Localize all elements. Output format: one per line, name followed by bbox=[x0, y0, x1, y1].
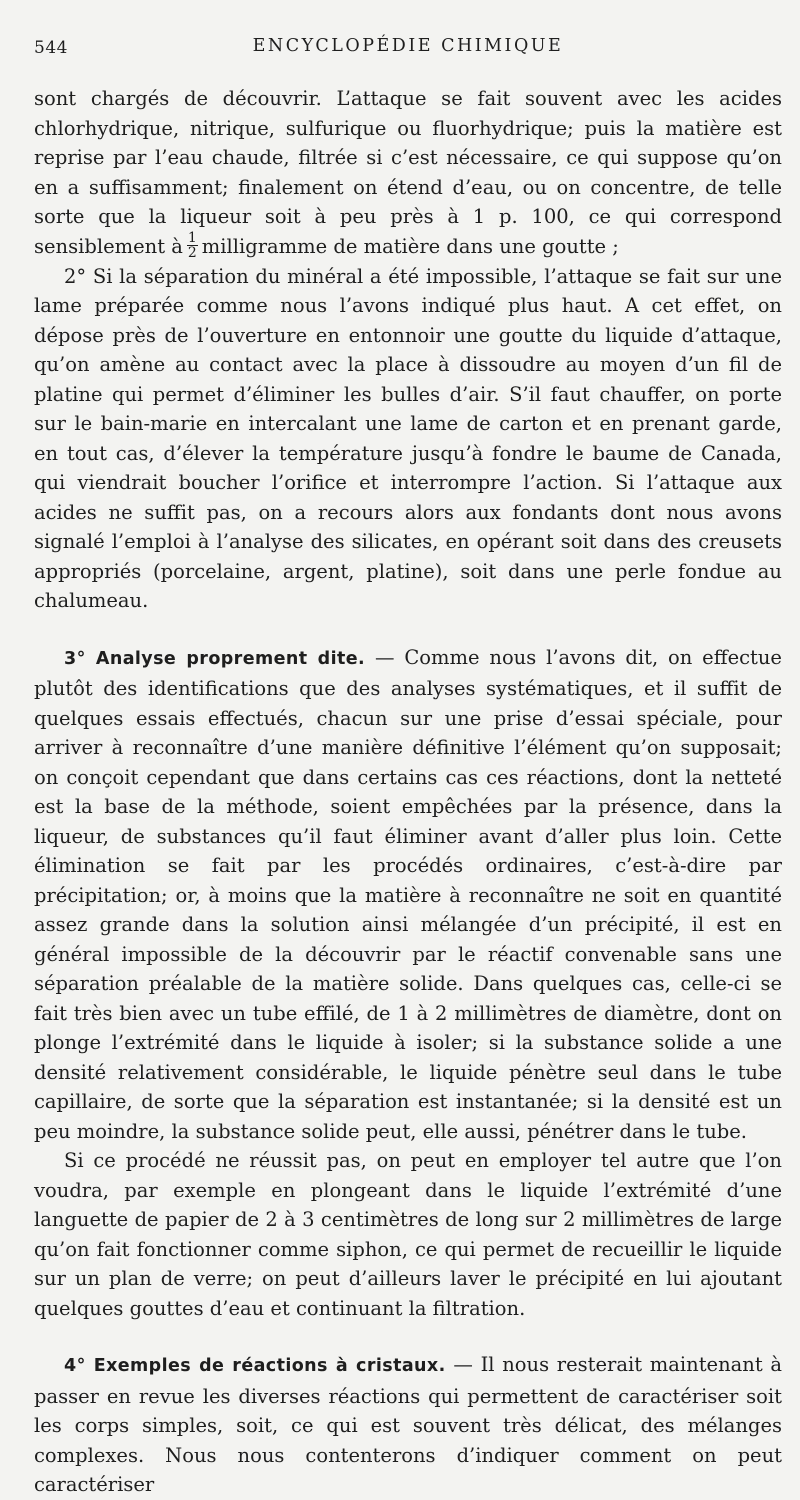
page-header bbox=[34, 34, 782, 60]
paragraph-text: sont chargés de découvrir. L’attaque se fait souvent avec les acides chlorhydrique, nitrique, sulfurique ou fluorhydrique; puis la matière est reprise par l’eau chaude, filtrée si c’est nécessaire, ce qui suppose qu’on en a suffisamment; finalement on étend d’eau, ou on concentre, de telle sorte que la liqueur soit à peu près à 1 p. 100, ce qui correspond sensiblement à bbox=[34, 87, 782, 258]
section-heading: 4° Exemples de réactions à cristaux. bbox=[64, 1356, 446, 1376]
paragraph-procedure: Si ce procédé ne réussit pas, on peut en employer tel autre que l’on voudra, par exemple en plongeant dans le liquide l’extrémité d’une languette de papier de 2 à 3 centimètres de long sur 2 millimètres de large qu’on fait fonctionner comme siphon, ce qui permet de recueillir le liquide sur un plan de verre; on peut d’ailleurs laver le précipité en lui ajoutant quelques gouttes d’eau et continuant la filtration. bbox=[34, 1149, 782, 1320]
fraction-denominator: 2 bbox=[187, 244, 197, 261]
running-title: ENCYCLOPÉDIE CHIMIQUE bbox=[252, 36, 564, 56]
section-text: — Il nous resterait maintenant à passer en revue les diverses réactions qui permettent de caractériser soit les corps simples, soit, ce qui est souvent très délicat, des mélanges complexes. Nous nous contenterons d’indiquer comment on peut caractériser bbox=[34, 1353, 782, 1496]
paragraph-text: milligramme de matière dans une goutte ; bbox=[201, 234, 619, 258]
paragraph-separation: 2° Si la séparation du minéral a été impossible, l’attaque se fait sur une lame préparée comme nous l’avons indiqué plus haut. A cet effet, on dépose près de l’ouverture en entonnoir une goutte du liquide d’attaque, qu’on amène au contact avec la place à dissoudre au moyen d’un fil de platine qui permet d’éliminer les bulles d’air. S’il faut chauffer, on porte sur le bain-marie en intercalant une lame de carton et en prenant garde, en tout cas, d’élever la température jusqu’à fondre le baume de Canada, qui viendrait boucher l’orifice et interrompre l’action. Si l’attaque aux acides ne suffit pas, on a recours alors aux fondants dont nous avons signalé l’emploi à l’analyse des silicates, en opérant soit dans des creusets appropriés (porcelaine, argent, platine), soit dans une perle fondue au chalumeau. bbox=[34, 264, 782, 612]
body-text bbox=[34, 84, 782, 1500]
paragraph-attack-acids bbox=[34, 84, 782, 262]
fraction-numerator: 1 bbox=[187, 229, 197, 246]
section-heading: 3° Analyse proprement dite. bbox=[64, 648, 366, 669]
page-number: 544 bbox=[34, 38, 68, 58]
section-3-analyse bbox=[34, 643, 782, 1147]
section-text: — Comme nous l’avons dit, on effectue plutôt des identifications que des analyses systématiques, et il suffit de quelques essais effectués, chacun sur une prise d’essai spéciale, pour arriver à reconnaître d’une manière définitive l’élément qu’on supposait; on conçoit cependant que dans certains cas ces réactions, dont la netteté est la base de la méthode, soient empêchées par la présence, dans la liqueur, de substances qu’il faut éliminer avant d’aller plus loin. Cette élimination se fait par les procédés ordinaires, c’est-à-dire par précipitation; or, à moins que la matière à reconnaître ne soit en quantité assez grande dans la solution ainsi mélangée d’un précipité, il est en général impossible de la découvrir par le réactif convenable sans une séparation préalable de la matière solide. Dans quelques cas, celle-ci se fait très bien avec un tube effilé, de 1 à 2 millimètres de diamètre, dont on plonge l’extrémité dans le liquide à isoler; si la substance solide a une densité relativement considérable, le liquide pénètre seul dans le tube capillaire, de sorte que la séparation est instantanée; si la densité est un peu moindre, la substance solide peut, elle aussi, pénétrer dans le tube. bbox=[34, 645, 782, 1143]
fraction-one-half bbox=[187, 231, 198, 260]
section-4-exemples bbox=[34, 1350, 782, 1500]
